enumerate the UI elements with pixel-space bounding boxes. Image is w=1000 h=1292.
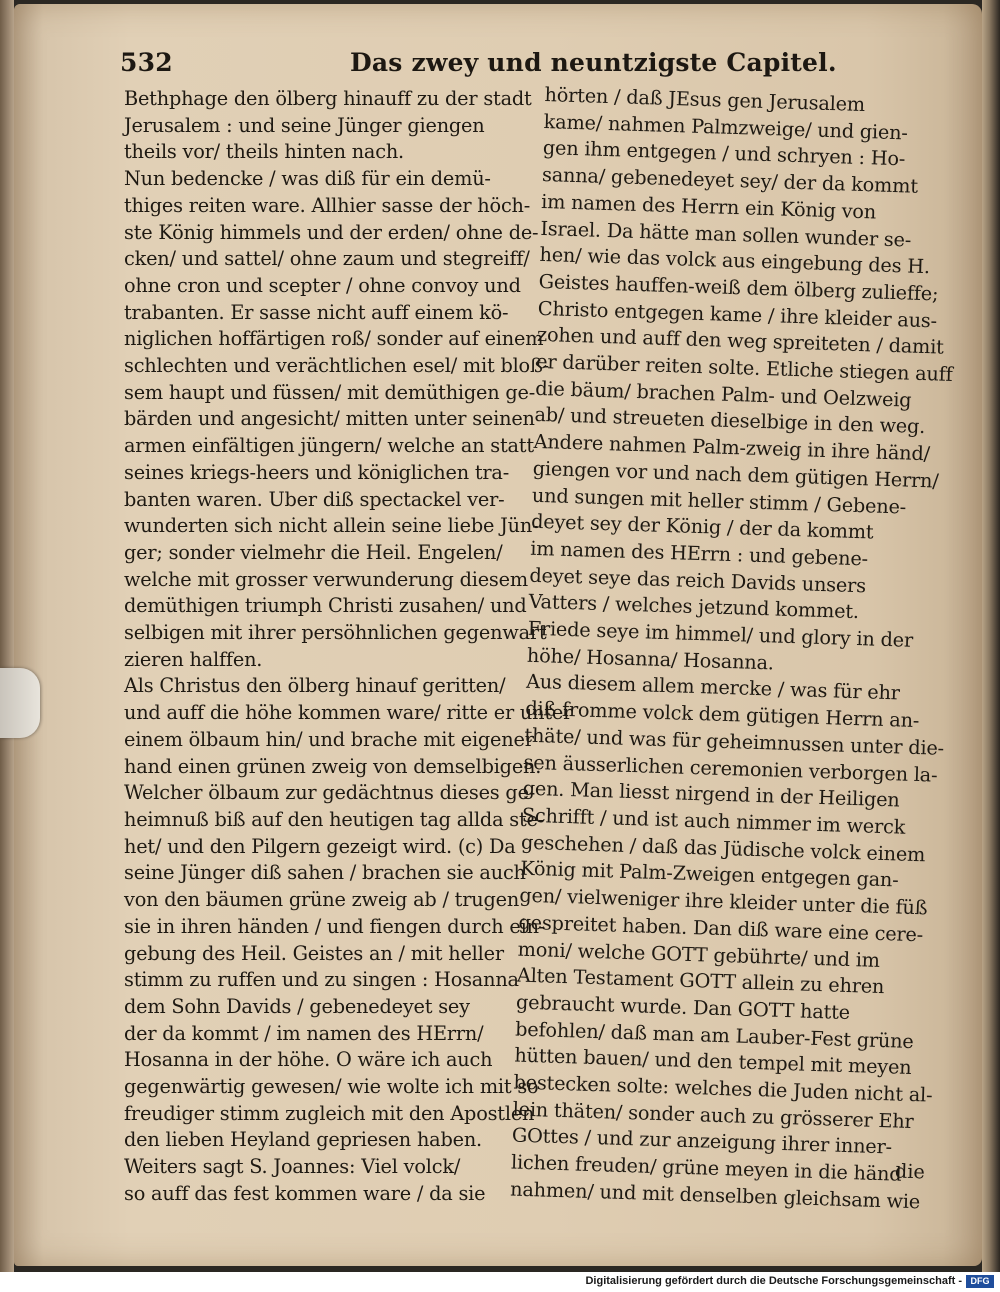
text-line: Vatters / welches jetzund kommet. [528,590,860,624]
text-line: zieren halffen. [124,647,263,671]
text-line: befohlen/ daß man am Lauber-Fest grüne [514,1017,914,1053]
text-line: Aus diesem allem mercke / was für ehr [525,670,901,705]
text-line: gen/ vielweniger ihre kleider unter die füß [519,883,928,920]
text-line: theils vor/ theils hinten nach. [124,140,404,164]
text-line: Alten Testament GOTT allein zu ehren [516,963,885,999]
text-line: gebung des Heil. Geistes an / mit heller [124,941,504,965]
text-line: lichen freuden/ grüne meyen in die händ [510,1150,902,1186]
page-clip-tab [0,668,40,738]
text-line: ohne cron und scepter / ohne convoy und [124,273,521,297]
text-line: het/ und den Pilgern gezeigt wird. (c) Da [124,834,516,858]
book-left-edge [0,0,14,1272]
text-line: nahmen/ und mit denselben gleichsam wie [509,1177,921,1214]
text-line: den lieben Heyland gepriesen haben. [124,1128,482,1152]
running-head [120,48,837,82]
text-line: im namen des Herrn ein König von [540,189,877,224]
text-line: Welcher ölbaum zur gedächtnus dieses ge- [124,781,536,805]
text-line: lein thäten/ sonder auch zu grösserer Ehr [512,1097,914,1133]
text-line: diß fromme volck dem gütigen Herrn an- [524,696,920,733]
text-line: trabanten. Er sasse nicht auff einem kö- [124,300,509,324]
text-line: banten waren. Uber diß spectackel ver- [124,487,505,511]
text-line: seine Jünger diß sahen / brachen sie auch [124,861,526,885]
text-line: der da kommt / im namen des HErrn/ [124,1021,484,1045]
text-line: er darüber reiten solte. Etliche stiegen auff [535,349,953,386]
text-line: seines kriegs-heers und königlichen tra- [124,460,510,484]
text-line: Geistes hauffen-weiß dem ölberg zulieffe; [538,269,939,306]
text-line: gespreitet haben. Dan diß ware eine cere- [518,910,924,947]
text-line: hütten bauen/ und den tempel mit meyen [514,1043,912,1080]
text-line: gegenwärtig gewesen/ wie wolte ich mit so [124,1075,539,1099]
text-line: sanna/ gebenedeyet sey/ der da kommt [541,163,919,198]
text-line: Schrifft / und ist auch nimmer im werck [521,803,906,839]
text-line: Als Christus den ölberg hinauf geritten/ [124,674,506,698]
text-line: kame/ nahmen Palmzweige/ und gien- [543,109,909,145]
text-line: niglichen hoffärtigen roß/ sonder auf einem [124,327,544,351]
text-line: hen/ wie das volck aus eingebung des H. [539,243,931,279]
text-line: Hosanna in der höhe. O wäre ich auch [124,1048,493,1072]
text-line: cken/ und sattel/ ohne zaum und stegreiff/ [124,247,530,271]
footer-bar [0,1272,1000,1292]
text-line: und auff die höhe kommen ware/ ritte er unter [124,701,573,725]
text-line: armen einfältigen jüngern/ welche an statt [124,434,534,458]
text-line: Jerusalem : und seine Jünger giengen [124,113,485,137]
text-line: bestecken solte: welches die Juden nicht al- [513,1070,933,1107]
text-line: GOttes / und zur anzeigung ihrer inner- [511,1123,893,1159]
text-line: dem Sohn Davids / gebenedeyet sey [124,994,470,1018]
text-line: gebraucht wurde. Dan GOTT hatte [515,990,851,1024]
funding-notice: Digitalisierung gefördert durch die Deutsche Forschungsgemeinschaft - [585,1275,962,1287]
text-line: Christo entgegen kame / ihre kleider aus- [537,296,938,333]
text-line: Andere nahmen Palm-zweig in ihre händ/ [533,429,931,466]
text-line: ger; sonder vielmehr die Heil. Engelen/ [124,540,503,564]
text-line: von den bäumen grüne zweig ab / trugen [124,888,520,912]
text-line: hand einen grünen zweig von demselbigen. [124,754,542,778]
text-line: giengen vor und nach dem gütigen Herrn/ [532,456,939,493]
text-line: die bäum/ brachen Palm- und Oelzweig [535,376,912,412]
text-line: König mit Palm-Zweigen entgegen gan- [519,857,899,892]
text-line: höhe/ Hosanna/ Hosanna. [526,643,775,675]
text-line: im namen des HErrn : und gebene- [529,536,869,571]
text-line: gen. Man liesst nirgend in der Heiligen [522,776,900,812]
text-line: sie in ihren händen / und fiengen durch ein- [124,914,546,938]
text-line: bärden und angesicht/ mitten unter seinen [124,407,535,431]
text-line: heimnuß biß auf den heutigen tag allda ste- [124,807,545,831]
text-line: geschehen / daß das Jüdische volck einem [520,830,926,867]
text-line: Bethphage den ölberg hinauff zu der stadt [124,87,532,110]
text-line: einem ölbaum hin/ und brache mit eigener [124,727,534,751]
text-line: freudiger stimm zugleich mit den Apostlen [124,1101,535,1125]
dfg-logo: DFG [966,1275,994,1288]
right-text-column [509,82,953,1215]
text-line: und sungen mit heller stimm / Gebene- [531,483,907,519]
text-line: Friede seye im himmel/ und glory in der [527,616,914,652]
text-line: thäte/ und was für geheimnussen unter die- [524,723,945,760]
text-line: gen ihm entgegen / und schryen : Ho- [542,136,906,171]
text-line: sem haupt und füssen/ mit demüthigen ge- [124,380,536,404]
text-line: ab/ und streueten dieselbige in den weg. [534,403,926,439]
left-text-column [124,86,573,1208]
text-line: selbigen mit ihrer persöhnlichen gegenwart [124,621,547,645]
catchword: die [894,1159,926,1184]
book-right-edge [982,0,1000,1272]
text-line: deyet sey der König / der da kommt [530,510,874,544]
text-line: Nun bedencke / was diß für ein demü- [124,167,491,191]
page-number: 532 [120,48,173,77]
text-line: ste König himmels und der erden/ ohne de- [124,220,539,244]
text-line: hörten / daß JEsus gen Jerusalem [544,82,866,117]
text-line: schlechten und verächtlichen esel/ mit bloß- [124,354,549,378]
text-line: wunderten sich nicht allein seine liebe Jün- [124,514,539,538]
text-line: deyet seye das reich Davids unsers [529,563,867,597]
text-line: moni/ welche GOTT gebührte/ und im [517,937,881,972]
text-line: zohen und auff den weg spreiteten / damit [536,323,945,359]
text-line: Weiters sagt S. Joannes: Viel volck/ [124,1155,461,1179]
text-line: Israel. Da hätte man sollen wunder se- [540,216,912,252]
text-line: so auff das fest kommen ware / da sie [124,1181,486,1205]
chapter-title: Das zwey und neuntzigste Capitel. [350,48,837,77]
text-line: welche mit grosser verwunderung diesem [124,567,528,591]
text-line: stimm zu ruffen und zu singen : Hosanna [124,968,519,992]
text-line: thiges reiten ware. Allhier sasse der höch- [124,193,531,217]
text-line: demüthigen triumph Christi zusahen/ und [124,594,527,618]
text-line: sen äusserlichen ceremonien verborgen la- [523,750,938,787]
